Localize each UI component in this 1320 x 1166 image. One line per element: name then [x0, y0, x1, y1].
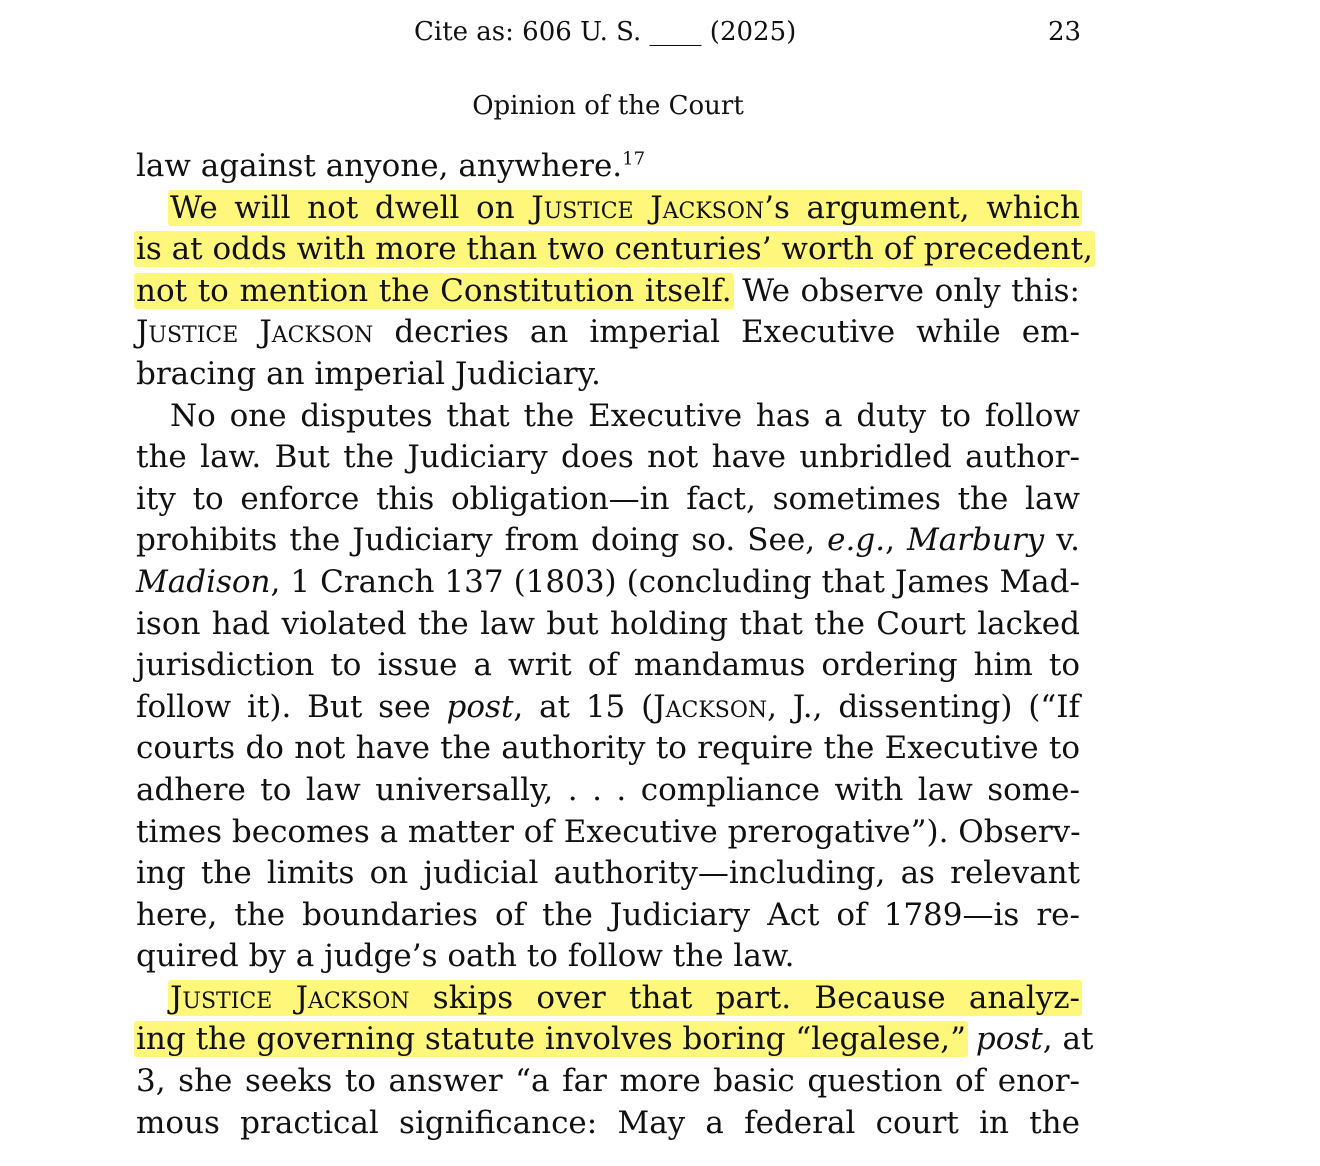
text-line — [136, 728, 1080, 770]
italic-text: e.g. — [827, 522, 886, 559]
opinion-subtitle: Opinion of the Court — [472, 91, 744, 121]
text-run: jurisdiction to issue a writ of mandamus ordering him to — [136, 647, 1080, 684]
running-header — [0, 14, 1320, 50]
text-line — [136, 188, 1080, 230]
text-line — [136, 1061, 1080, 1103]
text-line — [136, 1103, 1080, 1145]
text-run: , J., dissenting) (“If — [767, 688, 1080, 725]
text-line — [136, 687, 1080, 729]
text-run: 3, she seeks to answer “a far more basic question of enor- — [136, 1063, 1080, 1100]
text-run: v. — [1044, 522, 1080, 559]
text-run: ity to enforce this obligation—in fact, sometimes the law — [136, 480, 1080, 517]
text-line — [136, 936, 1080, 978]
page-number: 23 — [1048, 17, 1082, 47]
text-line — [136, 895, 1080, 937]
text-run: , — [885, 522, 908, 559]
text-run: bracing an imperial Judiciary. — [136, 355, 601, 392]
text-run: follow it). But see — [136, 688, 447, 725]
text-line — [136, 604, 1080, 646]
text-run: , at 15 ( — [513, 688, 654, 725]
text-run: here, the boundaries of the Judiciary Act of 1789—is re- — [136, 896, 1080, 933]
text-run: ’s argument, which — [764, 189, 1081, 226]
text-run: courts do not have the authority to require the Executive to — [136, 730, 1080, 767]
text-run: , 1 Cranch 137 (1803) (concluding that James Mad- — [270, 563, 1080, 600]
text-line — [136, 853, 1080, 895]
footnote-reference[interactable]: 17 — [622, 148, 646, 170]
text-run: prohibits the Judiciary from doing so. See, — [136, 522, 828, 559]
text-line — [136, 146, 1080, 188]
text-line — [136, 479, 1080, 521]
highlighted-text: ing the governing statute involves boring “legalese,” — [136, 1021, 967, 1058]
text-run: skips over that part. Because analyz- — [409, 979, 1081, 1016]
text-line — [136, 520, 1080, 562]
text-line — [136, 396, 1080, 438]
text-line — [136, 437, 1080, 479]
text-line — [136, 1019, 1094, 1061]
text-line — [136, 812, 1080, 854]
citation: Cite as: 606 U. S. ____ (2025) — [414, 17, 797, 47]
highlighted-text — [168, 190, 1082, 226]
text-line — [136, 770, 1080, 812]
italic-text: post — [446, 688, 514, 725]
highlighted-text — [168, 980, 1082, 1016]
text-line — [136, 312, 1080, 354]
text-run: law against anyone, anywhere. — [136, 148, 623, 184]
text-run: times becomes a matter of Executive prerogative”). Observ- — [136, 813, 1081, 850]
opinion-body — [136, 146, 1094, 1144]
text-run: quired by a judge’s oath to follow the law. — [136, 938, 795, 975]
text-run: ison had violated the law but holding that the Court lacked — [136, 605, 1080, 642]
name-small-caps: Jackson — [653, 688, 768, 725]
italic-text: post — [975, 1021, 1043, 1058]
text-line — [136, 978, 1080, 1020]
text-run: We will not dwell on — [170, 189, 532, 226]
text-run: We observe only this: — [731, 272, 1080, 309]
highlighted-text: is at odds with more than two centuries’ worth of precedent, — [136, 231, 1093, 268]
text-run: ing the limits on judicial authority—including, as relevant — [136, 855, 1080, 892]
name-small-caps: Justice Jackson — [136, 314, 374, 351]
text-line — [136, 645, 1080, 687]
text-run: decries an imperial Executive while em- — [373, 314, 1081, 351]
text-line — [136, 562, 1080, 604]
text-run: mous practical significance: May a federal court in the — [136, 1104, 1080, 1141]
text-run: adhere to law universally, . . . compliance with law some- — [136, 771, 1080, 808]
highlighted-text: not to mention the Constitution itself. — [136, 272, 732, 309]
text-run: , at — [1042, 1021, 1094, 1058]
name-small-caps: Justice Jackson — [170, 979, 410, 1016]
case-name: Marbury — [907, 522, 1045, 559]
text-line — [136, 354, 1080, 396]
case-name: Madison — [136, 563, 271, 600]
text-line — [136, 271, 1080, 313]
text-line — [136, 229, 1093, 271]
name-small-caps: Justice Jackson — [531, 189, 765, 226]
text-run: No one disputes that the Executive has a duty to follow — [170, 397, 1080, 434]
text-run: the law. But the Judiciary does not have unbridled author- — [136, 439, 1080, 476]
